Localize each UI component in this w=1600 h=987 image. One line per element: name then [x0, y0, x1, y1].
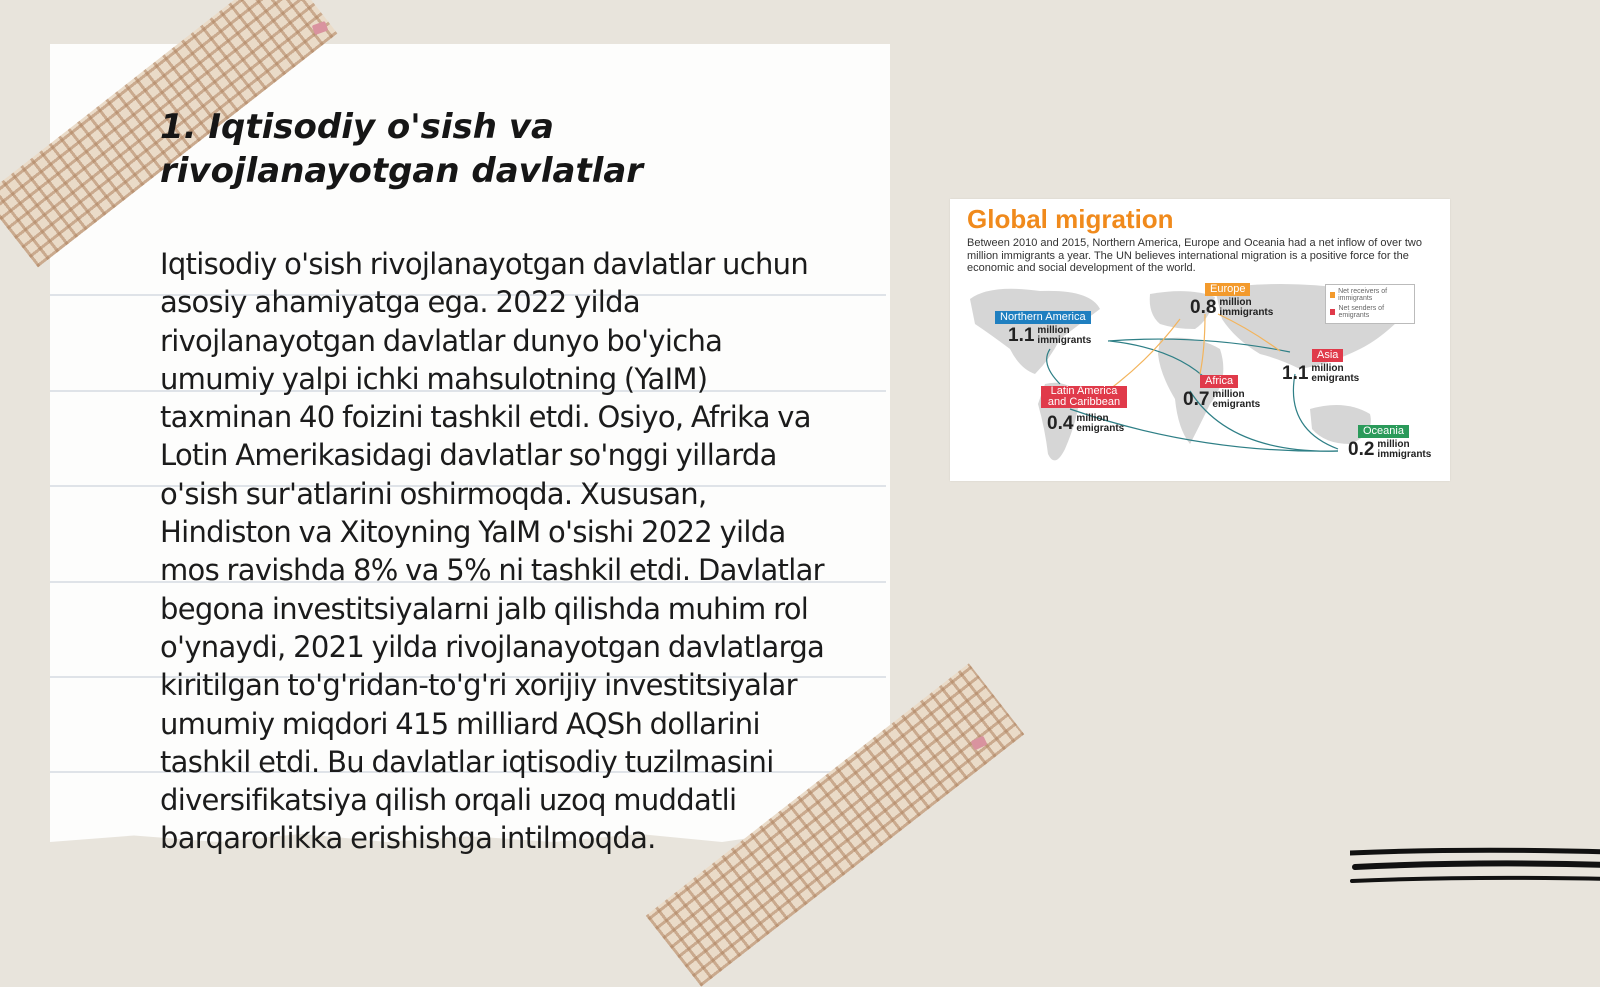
region-unit: million immigrants: [1037, 325, 1092, 346]
region-value: 0.7: [1183, 389, 1210, 410]
body-paragraph: Iqtisodiy o'sish rivojlanayotgan davlatlar uchun asosiy ahamiyatga ega. 2022 yilda rivojlanayotgan davlatlar dunyo bo'yicha umumiy yalpi ichki mahsulotning (YaIM) taxminan 40 foizini tashkil etdi. Osiyo, Afrika va Lotin Amerikasidagi davlatlar so'nggi yillarda o'sish sur'atlarini oshirmoqda. Xususan, Hindiston va Xitoyning YaIM o'sishi 2022 yilda mos ravishda 8% va 5% ni tashkil etdi. Davlatlar begona investitsiyalarni jalb qilishda muhim rol o'ynaydi, 2021 yilda rivojlanayotgan davlatlarga kiritilgan to'g'ridan-to'g'ri xorijiy investitsiyalar umumiy miqdori 415 milliard AQSh dollarini tashkil etdi. Bu davlatlar iqtisodiy tuzilmasini diversifikatsiya qilish orqali uzoq muddatli barqarorlikka erishishga intilmoqda.: [160, 247, 825, 856]
region-badge-northern-america: Northern America: [995, 311, 1091, 324]
slide-title: 1. Iqtisodiy o'sish va rivojlanayotgan davlatlar: [160, 107, 644, 191]
region-stat-northern-america: [1008, 325, 1095, 347]
region-unit: million immigrants: [1219, 297, 1274, 318]
region-value: 0.2: [1348, 439, 1375, 460]
region-badge-oceania: Oceania: [1358, 425, 1409, 438]
region-stat-europe: [1190, 297, 1277, 319]
region-unit: million immigrants: [1377, 439, 1432, 460]
region-value: 0.8: [1190, 297, 1217, 318]
map-legend: [1325, 284, 1415, 324]
legend-receivers: Net receivers of immigrants: [1338, 288, 1388, 302]
region-badge-asia: Asia: [1312, 349, 1343, 362]
region-unit: million emigrants: [1212, 389, 1261, 410]
region-stat-latin-america: [1047, 413, 1128, 435]
region-unit: million emigrants: [1311, 363, 1360, 384]
global-migration-figure: [950, 199, 1450, 481]
region-badge-europe: Europe: [1205, 283, 1250, 296]
region-badge-latin-america: Latin America and Caribbean: [1041, 386, 1127, 408]
figure-description: Between 2010 and 2015, Northern America, Europe and Oceania had a net inflow of over two million immigrants a year. The UN believes international migration is a positive force for the economic and social development of the world.: [967, 237, 1422, 274]
region-value: 1.1: [1282, 363, 1309, 384]
region-stat-oceania: [1348, 439, 1437, 461]
region-badge-africa: Africa: [1200, 375, 1238, 388]
region-value: 1.1: [1008, 325, 1035, 346]
figure-title: Global migration: [967, 204, 1174, 234]
region-unit: million emigrants: [1076, 413, 1125, 434]
brush-stroke-decoration: [1350, 845, 1600, 895]
legend-senders: Net senders of emigrants: [1338, 305, 1385, 319]
region-stat-africa: [1183, 389, 1264, 411]
region-value: 0.4: [1047, 413, 1074, 434]
region-stat-asia: [1282, 363, 1363, 385]
